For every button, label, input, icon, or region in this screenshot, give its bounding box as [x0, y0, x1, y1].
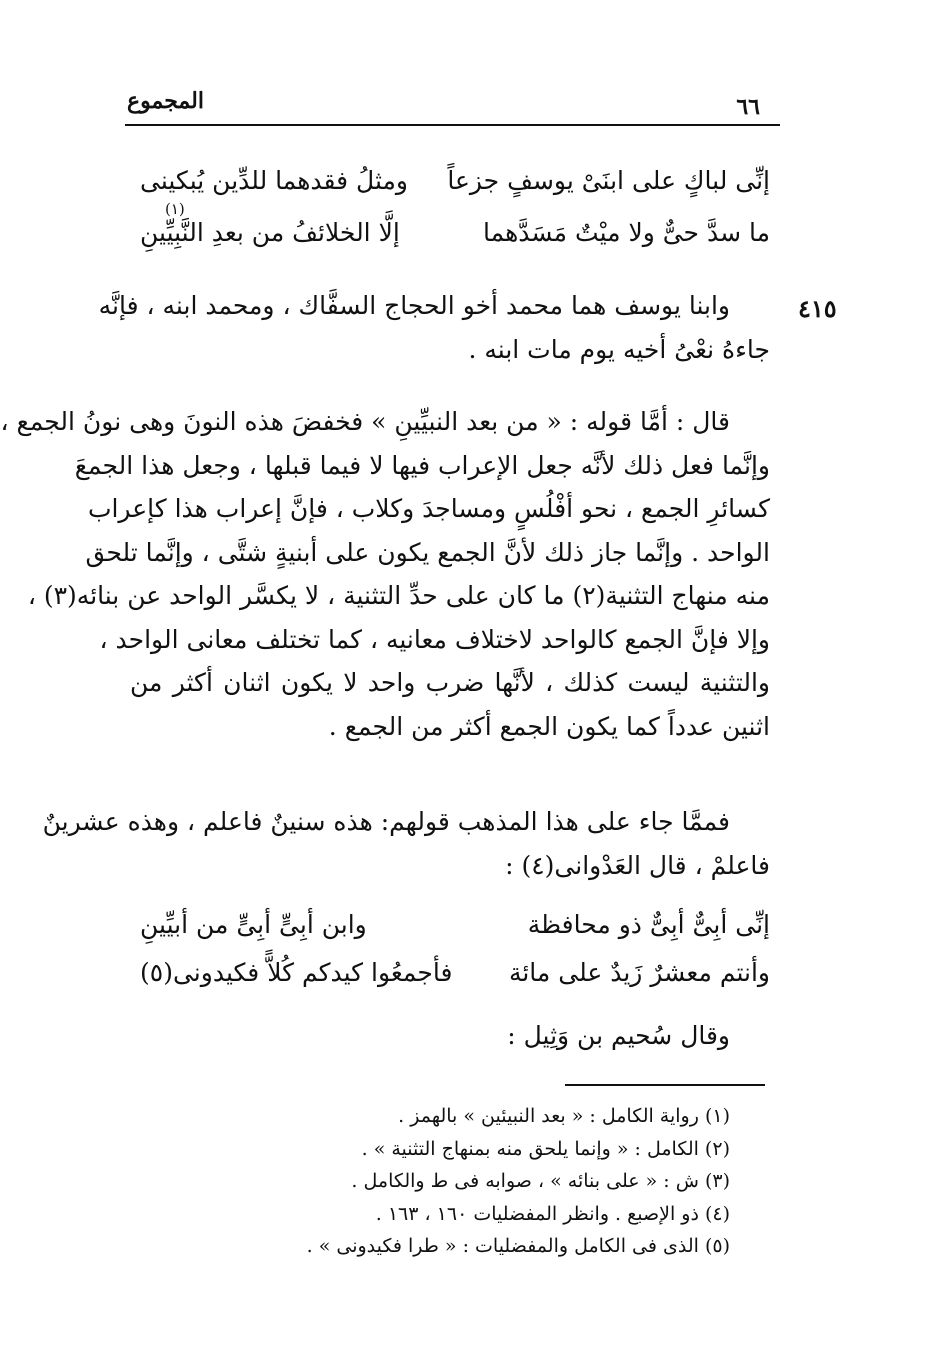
footnote-divider [565, 1084, 765, 1086]
text-line: وابنا يوسف هما محمد أخو الحجاج السفَّاك ، ومحمد ابنه ، فإنَّه [98, 291, 730, 320]
verse-line [140, 902, 770, 948]
text-line: جاءهُ نعْىُ أخيه يوم مات ابنه . [468, 334, 770, 364]
text-line: الواحد . وإنَّما جاز ذلك لأنَّ الجمع يكون على أبنيةٍ شتَّى ، وإنَّما تلحق [85, 537, 770, 567]
text-line: اثنين عدداً كما يكون الجمع أكثر من الجمع . [328, 711, 770, 741]
text-line: فممَّا جاء على هذا المذهب قولهم: هذه سنينٌ فاعلم ، وهذه عشرينٌ [42, 807, 730, 836]
verse-line [140, 210, 770, 256]
text-line: كسائرِ الجمع ، نحو أفْلُسٍ ومساجدَ وكلاب ، فإنَّ إعراب هذا كإعراب [87, 494, 770, 523]
paragraph [0, 400, 770, 748]
footnote: (٤) ذو الإصبع . وانظر المفضليات ١٦٠ ، ١٦٣ . [375, 1202, 730, 1225]
text-line: والتثنية ليست كذلك ، لأنَّها ضرب واحد لا يكون اثنان أكثر من [130, 668, 770, 697]
text-line: وإلا فإنَّ الجمع كالواحد لاختلاف معانيه ، كما تختلف معانى الواحد ، [99, 624, 770, 654]
text-line: قال : أمَّا قوله : « من بعد النبيِّينِ » فخفضَ هذه النونَ وهى نونُ الجمع ، [0, 407, 730, 436]
page-number: ٦٦ [736, 94, 760, 120]
paragraph [98, 284, 770, 371]
verse-line [140, 158, 770, 204]
verse-hemistich-second: إلَّا الخلائفُ من بعدِ النَّبِيِّينِ [140, 218, 400, 247]
text-line: فاعلمْ ، قال العَدْوانى(٤) : [505, 850, 770, 880]
margin-number: ٤١٥ [798, 294, 837, 323]
running-title: المجموع [127, 88, 204, 114]
text-line: وقال سُحيم بن وَثِيل : [507, 1021, 730, 1050]
footnote: (١) رواية الكامل : « بعد النبيئين » بالهمز . [398, 1105, 730, 1127]
verse-hemistich-second: فأجمعُوا كيدكم كُلاًّ فكيدونى(٥) [140, 958, 453, 987]
verse-hemistich-first: إنِّى لباكٍ على ابنَىْ يوسفٍ جزعاً [447, 166, 770, 195]
verse-hemistich-first: وأنتم معشرٌ زَيدٌ على مائة [508, 958, 770, 987]
verse-hemistich-second: وابن أبِىٍّ أبِىٍّ من أبيِّينِ [140, 910, 367, 939]
footnotes [300, 1100, 730, 1263]
footnote: (٣) ش : « على بنائه » ، صوابه فى ط والكامل . [351, 1170, 730, 1192]
paragraph [42, 800, 770, 887]
verse-line [140, 950, 770, 996]
page-header [125, 88, 780, 126]
footnote: (٢) الكامل : « وإنما يلحق منه بمنهاج التثنية » . [361, 1137, 730, 1160]
text-line: وإنَّما فعل ذلك لأنَّه جعل الإعراب فيها لا فيما قبلها ، وجعل هذا الجمعَ [74, 450, 770, 480]
verse-hemistich-first: ما سدَّ حىٌّ ولا ميْتٌ مَسَدَّهما [483, 218, 770, 247]
footnote-marker: (١) [165, 200, 185, 218]
footnote: (٥) الذى فى الكامل والمفضليات : « طرا فكيدونى » . [306, 1235, 730, 1257]
verse-hemistich-second: ومثلُ فقدهما للدِّين يُبكينى [140, 166, 408, 195]
paragraph [130, 1014, 770, 1058]
text-line: منه منهاج التثنية(٢) ما كان على حدِّ التثنية ، لا يكسَّر الواحد عن بنائه(٣) ، [27, 581, 770, 610]
verse-hemistich-first: إنِّى أبِىٌّ أبِىٌّ ذو محافظة [527, 910, 770, 939]
